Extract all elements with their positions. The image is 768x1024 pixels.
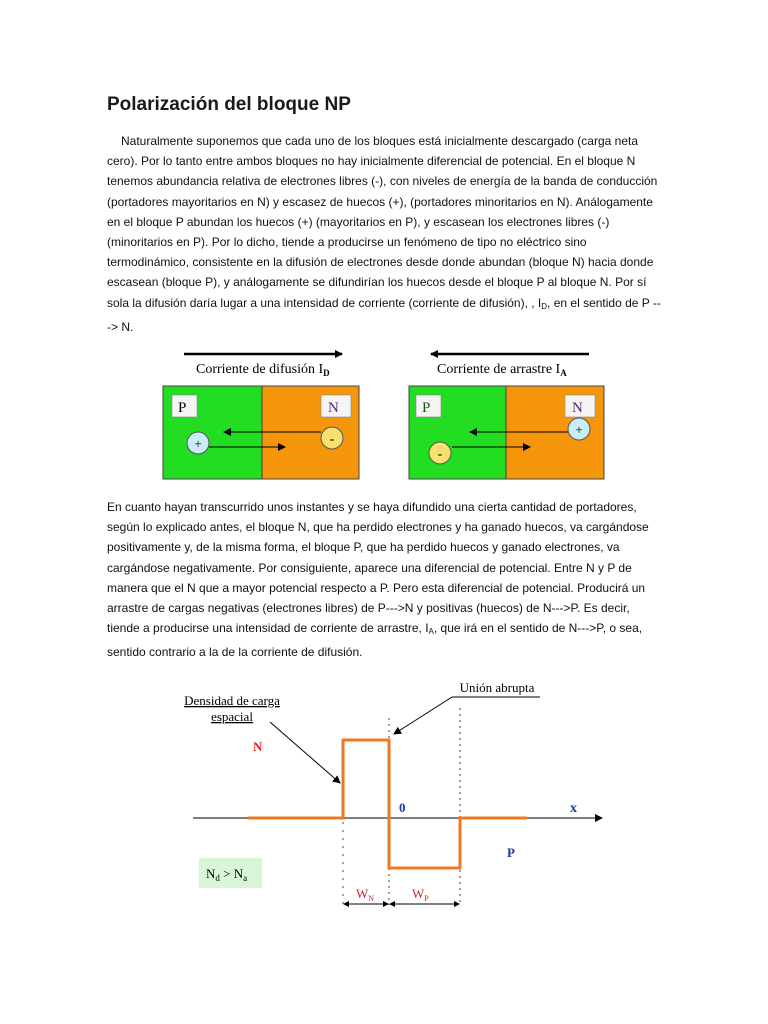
junction-pointer-arrow: [394, 697, 452, 734]
drift-panel: [409, 354, 604, 479]
density-pointer-arrow: [270, 722, 340, 783]
n-label-right: N: [572, 400, 583, 416]
wn-label: $W_N$: [356, 886, 375, 903]
paragraph-drift-text: En cuanto hayan transcurrido unos instantes y se haya difundido una cierta cantidad de portadores, según lo explicado antes, el bloque N, que ha perdido electrones y ha ganado huecos, va cargándose positivamente y, de la misma forma, el bloque P, que ha perdido huecos y ganado electrones, va cargándose negativamente. Por consiguiente, aparece una diferencial de potencial. Entre N y P de manera que el N que a mayor potencial respecto a P. Pero esta diferencial de potencial. Producirá un arrastre de cargas negativas (electrones libres) de P--->N y positivas (huecos) de N--->P. Es decir, tiende a producirse una intensidad de corriente de arrastre, I: [107, 500, 649, 636]
charge-density-profile: [248, 740, 527, 868]
drift-label: Corriente de arrastre $I_A$: [437, 362, 567, 378]
diffusion-panel: [163, 354, 359, 479]
n-label-left: N: [328, 400, 339, 416]
diffusion-label: Corriente de difusión $I_D$: [196, 362, 330, 378]
p-region-label: P: [507, 845, 515, 860]
paragraph-intro-subscript: D: [541, 301, 548, 311]
paragraph-drift-subscript: A: [428, 627, 434, 637]
p-label-right: P: [422, 400, 431, 416]
p-label-left: P: [178, 400, 187, 416]
x-axis-label: x: [570, 801, 577, 816]
page-title: Polarización del bloque NP: [107, 94, 351, 115]
electron-sign-right: -: [437, 447, 443, 462]
hole-sign-right: +: [575, 422, 583, 437]
origin-label: 0: [399, 800, 406, 815]
wp-label: $W_P$: [412, 886, 429, 903]
charge-density-figure: [0, 670, 768, 920]
inequality-text: $N_d > N_a$: [206, 866, 248, 883]
paragraph-drift: [107, 497, 663, 663]
density-label-line2: espacial: [211, 709, 253, 724]
paragraph-intro: [107, 131, 663, 337]
paragraph-intro-tail: , en el sentido de P ---> N.: [107, 295, 661, 334]
paragraph-drift-tail: , que irá en el sentido de N--->P, o sea, sentido contrario a la de la corriente de difusión.: [107, 621, 643, 660]
density-label-line1: Densidad de carga: [184, 693, 280, 708]
hole-sign-left: +: [194, 436, 202, 451]
currents-figure: [0, 340, 768, 500]
paragraph-intro-text: Naturalmente suponemos que cada uno de los bloques está inicialmente descargado (carga neta cero). Por lo tanto entre ambos bloques no hay inicialmente diferencial de potencial. En el bloque N tenemos abundancia relativa de electrones libres (-), con niveles de energía de la banda de conducción (portadores mayoritarios en N) y escasez de huecos (+), (portadores minoritarios en N). Análogamente en el bloque P abundan los huecos (+) (mayoritarios en P), y escasean los electrones libres (-) (minoritarios en P). Por lo dicho, tiende a producirse un fenómeno de tipo no eléctrico sino termodinámico, consistente en la difusión de electrones desde donde abundan (bloque N) hacia donde escasean (bloque P), y análogamente se difundirían los huecos desde el bloque P al bloque N. Por sí sola la difusión daría lugar a una intensidad de corriente (corriente de difusión), , I: [107, 134, 658, 310]
n-region-label: N: [253, 739, 263, 754]
electron-sign-left: -: [329, 432, 335, 447]
junction-label: Unión abrupta: [459, 680, 535, 695]
